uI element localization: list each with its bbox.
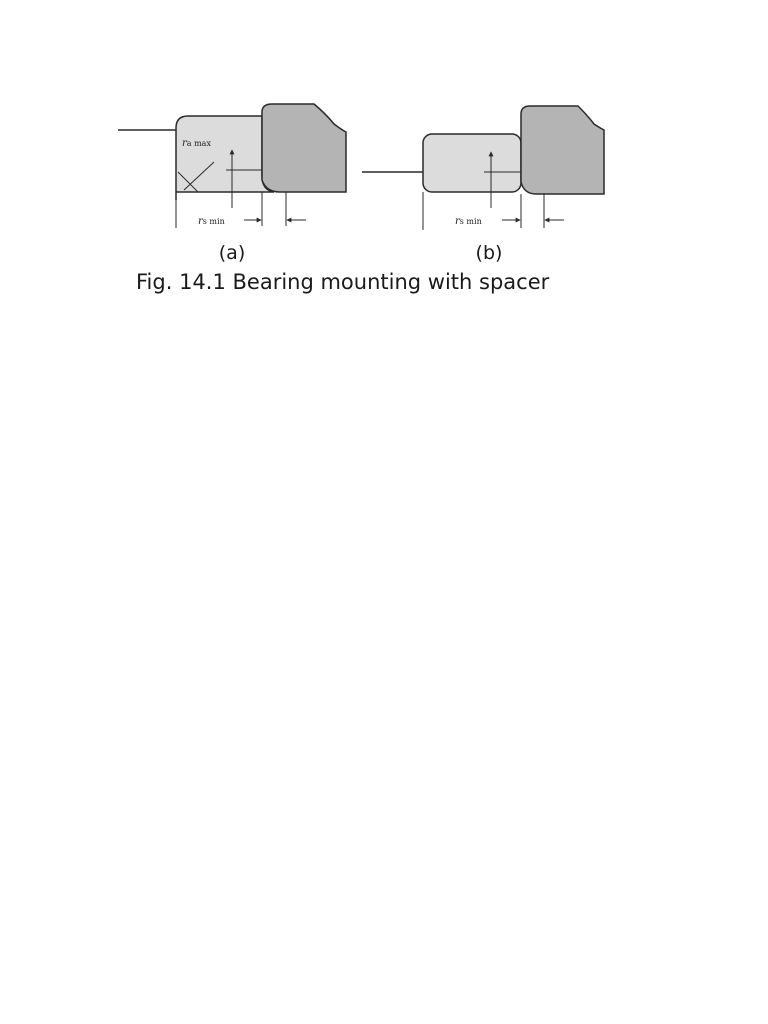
panel-b-bearing-ring	[521, 106, 604, 194]
panel-b	[362, 106, 604, 264]
panel-a-spacer	[176, 116, 274, 200]
panel-a-bearing-ring	[262, 104, 346, 192]
panel-b-label: (b)	[475, 242, 503, 264]
bearing-mounting-figure	[0, 0, 768, 320]
panel-b-spacer	[423, 134, 521, 192]
panel-a-radius-label: ra max	[182, 138, 211, 149]
figure-caption: Fig. 14.1 Bearing mounting with spacer	[136, 270, 550, 294]
panel-a-fillet-label: rs min	[198, 216, 225, 227]
panel-b-fillet-label: rs min	[455, 216, 482, 227]
panel-a-label: (a)	[218, 242, 246, 264]
panel-a	[118, 104, 346, 264]
